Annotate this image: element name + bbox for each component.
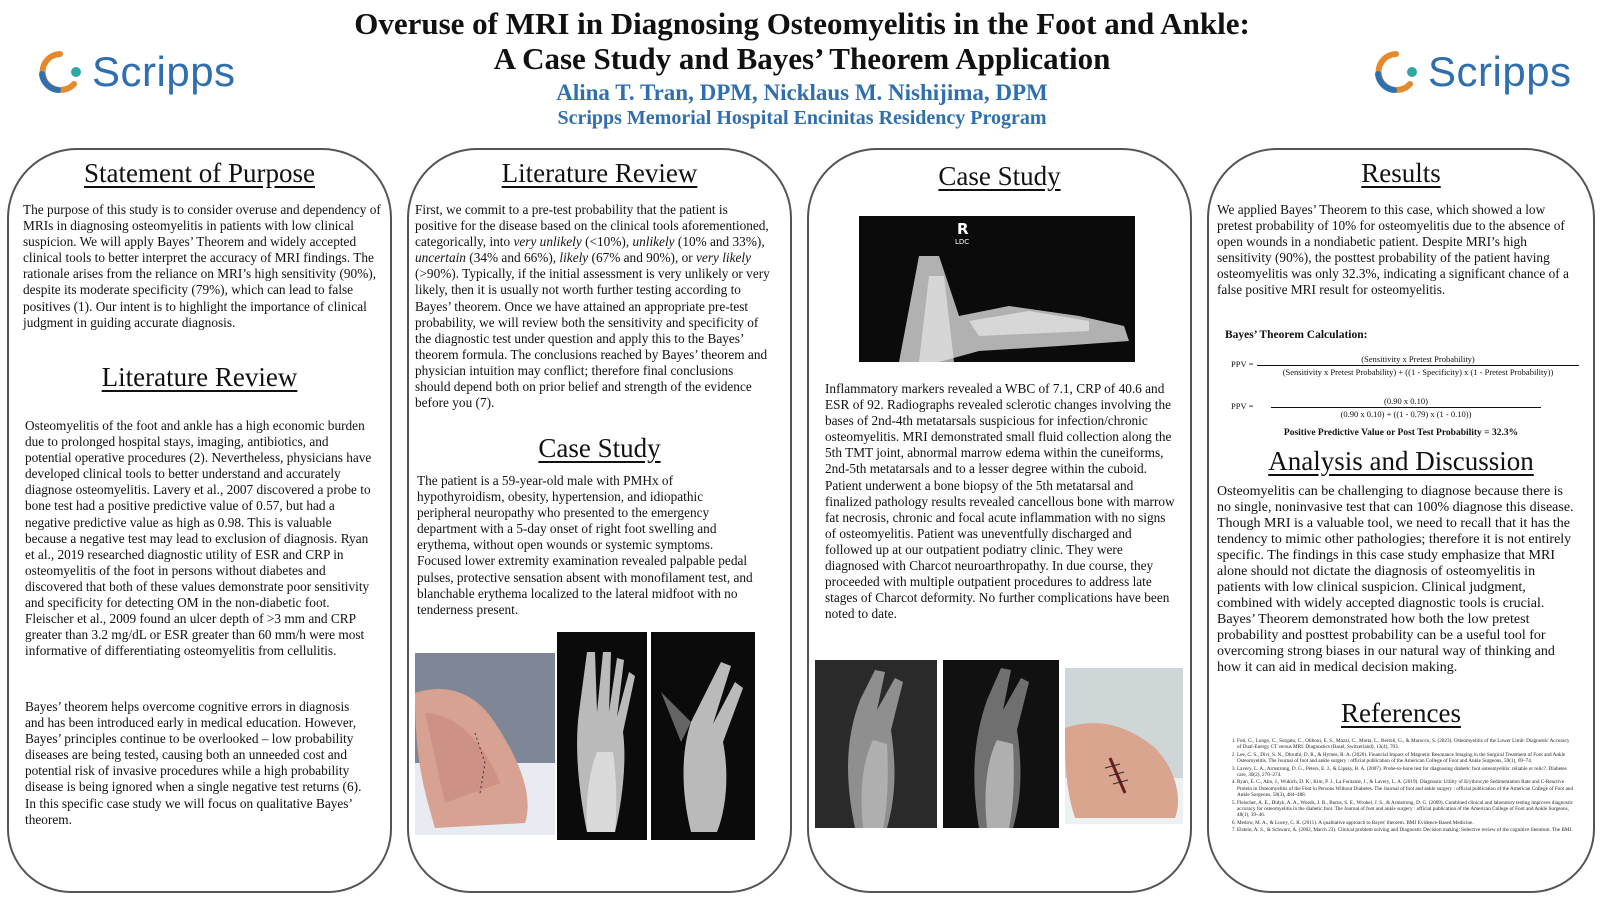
- clinical-photo-foot-swelling: [415, 653, 555, 835]
- formula-lhs: PPV =: [1231, 359, 1254, 369]
- panel-results-discussion: [1207, 148, 1595, 893]
- reference-item: 6. Medow, M. A., & Lucey, C. R. (2011). A qualitative approach to Bayes' theorem. BMJ Evidence-Based Medicine.: [1237, 820, 1575, 826]
- ppv-result: Positive Predictive Value or Post Test Probability = 32.3%: [1283, 428, 1519, 438]
- formula-fraction: [1257, 354, 1579, 377]
- mri-foot-image-1: [815, 660, 937, 828]
- section-title-references: References: [1341, 698, 1461, 728]
- section-title-analysis-discussion: Analysis and Discussion: [1268, 446, 1534, 476]
- scripps-logo-text: Scripps: [1428, 48, 1572, 95]
- section-title-literature-review: Literature Review: [101, 362, 298, 392]
- analysis-text: Osteomyelitis can be challenging to diagnose because there is no single, noninvasive test that can 100% diagnose this disease. Though MRI is a valuable tool, we need to recall that it has the tendency to mimic other pathologies; therefore it is not entirely specific. The findings in this case study emphasize that MRI alone should not dictate the diagnosis of osteomyelitis in patients with low clinical suspicion. Clinical judgment, combined with widely accepted diagnostic tools is crucial. Bayes’ Theorem demonstrated how both the low pretest probability and posttest probability can be a useful tool for overcoming strong biases in our natural way of thinking and how it can aid in medical decision making.: [1217, 484, 1574, 675]
- xray-marker-ldc: LDC: [955, 238, 970, 246]
- formula-numerator: (0.90 x 0.10): [1271, 396, 1541, 408]
- bayes-formula-values: [1231, 396, 1579, 422]
- scripps-logo-text: Scripps: [92, 48, 236, 95]
- reference-item: 4. Ryan, E. C., Ahn, J., Wukich, D. K., Kim, P. J., La Fontaine, J., & Lavery, L. A. (2019). Diagnostic Utility of Erythrocyte Sedimentation Rate and C-Reactive Protein in Osteomyelitis of the Foot in Persons Without Diabetes. The Journal of foot and ankle surgery : official publication of the American College of Foot and Ankle Surgeons, 58(3), 484–488.: [1237, 779, 1575, 798]
- xray-foot-lateral: [859, 216, 1135, 362]
- panel-case-study: [807, 148, 1192, 893]
- purpose-text: The purpose of this study is to consider overuse and dependency of MRIs in diagnosing osteomyelitis in patients with low clinical suspicion. We will apply Bayes’ Theorem and widely accepted clinical tools to better interpret the accuracy of MRI findings. The rationale arises from the reliance on MRI’s high sensitivity (90%), despite its moderate specificity (79%), which can lead to false positives (1). Our intent is to highlight the importance of clinical judgment in guiding accurate diagnosis.: [23, 202, 381, 330]
- section-title-case-study: Case Study: [938, 161, 1061, 191]
- panel-purpose-literature: [7, 148, 392, 893]
- case-study-text: The patient is a 59-year-old male with PMHx of hypothyroidism, obesity, hypertension, and idiopathic peripheral neuropathy who presented to the emergency department with a 5-day onset of right foot swelling and erythema, without open wounds or systemic symptoms. Focused lower extremity examination revealed palpable pedal pulses, protective sensation absent with monofilament test, and blanchable erythema localized to the lateral midfoot with no tenderness present.: [417, 473, 753, 617]
- xray-foot-oblique: [651, 632, 755, 840]
- formula-denominator: (Sensitivity x Pretest Probability) + ((1 - Specificity) x (1 - Pretest Probability)): [1282, 367, 1554, 377]
- section-title-literature-review: Literature Review: [501, 158, 698, 188]
- poster-title-line1: Overuse of MRI in Diagnosing Osteomyelitis in the Foot and Ankle:: [354, 6, 1250, 41]
- panel-literature-case: [407, 148, 792, 893]
- poster-authors: Alina T. Tran, DPM, Nicklaus M. Nishijima, DPM: [556, 80, 1048, 105]
- bayes-formula-general: [1231, 354, 1579, 380]
- formula-numerator: (Sensitivity x Pretest Probability): [1257, 354, 1579, 366]
- mri-foot-image-2: [943, 660, 1059, 828]
- literature-text-1: Osteomyelitis of the foot and ankle has a high economic burden due to prolonged hospital stays, imaging, antibiotics, and potential operative procedures (2). Nevertheless, physicians have developed clinical tools to better understand and accurately diagnose osteomyelitis. Lavery et al., 2007 discovered a probe to bone test had a positive predictive value of 0.57, but had a negative predictive value as high as 0.98. This is valuable because a negative test may lead to exclusion of diagnosis. Ryan et al., 2019 researched diagnostic utility of ESR and CRP in osteomyelitis of the foot in persons without diabetes and discovered that both of these values demonstrate poor sensitivity and specificity for detecting OM in the non-diabetic foot. Fleischer et al., 2009 found an ulcer depth of >3 mm and CRP greater than 3.2 mg/dL or ESR greater than 60 mm/h were most informative of differentiating osteomyelitis from cellulitis.: [25, 418, 372, 659]
- scripps-logo-mark-icon: [30, 44, 86, 100]
- formula-lhs: PPV =: [1231, 401, 1254, 411]
- reference-item: 5. Fleischer, A. E., Didyk, A. A., Woods, J. B., Burns, S. E., Wrobel, J. S., & Armstrong, D. G. (2009). Combined clinical and laboratory testing improves diagnostic accuracy for osteomyelitis in the diabetic foot. The Journal of foot and ankle surgery : official publication of the American College of Foot and Ankle Surgeons, 48(1), 39–46.: [1237, 800, 1575, 819]
- section-title-case-study: Case Study: [538, 433, 661, 463]
- reference-item: 1. Foti, G., Longo, C., Sorgato, C., Oliboni, E. S., Mazzi, C., Motta, L., Bertoli, G., & Marocco, S. (2023). Osteomyelitis of the Lower Limb: Diagnostic Accuracy of Dual-Energy CT versus MRI. Diagnostics (Basel, Switzerland), 13(4), 703.: [1237, 738, 1575, 751]
- reference-item: 3. Lavery, L. A., Armstrong, D. G., Peters, E. J., & Lipsky, B. A. (2007). Probe-to-bone test for diagnosing diabetic foot osteomyelitis: reliable or relic?. Diabetes care, 30(2), 270–274.: [1237, 766, 1575, 779]
- scripps-logo-left: [30, 44, 236, 100]
- section-title-results: Results: [1361, 158, 1441, 188]
- literature-text-2: Bayes’ theorem helps overcome cognitive errors in diagnosis and has been introduced early in medical education. However, Bayes’ principles continue to be overlooked – low probability diseases are being tested, causing both an unneeded cost and potential risk of invasive procedures while a high probability disease is being ignored when a single negative test returns (6). In this specific case study we will focus on qualitative Bayes’ theorem.: [25, 699, 362, 827]
- poster-affiliation: Scripps Memorial Hospital Encinitas Residency Program: [557, 107, 1047, 129]
- reference-item: 2. Lee, C. S., Divi, S. N., Dhruthi, D. R., & Hymes, R. A. (2020). Financial Impact of Magnetic Resonance Imaging in the Surgical Treatment of Foot and Ankle Osteomyelitis. The Journal of foot and ankle surgery : official publication of the American College of Foot and Ankle Surgeons, 59(1), 69–74.: [1237, 752, 1575, 765]
- references-list: [1225, 738, 1575, 835]
- bayes-calculation-label: Bayes’ Theorem Calculation:: [1225, 329, 1368, 341]
- scripps-logo-mark-icon: [1366, 44, 1422, 100]
- clinical-photo-postop-foot: [1065, 668, 1183, 824]
- poster-header: [300, 6, 1304, 130]
- literature-text: First, we commit to a pre-test probability that the patient is positive for the disease based on the clinical tools aforementioned, categorically, into very unlikely (<10%), unlikely (10% and 33%), uncertain (34% and 66%), likely (67% and 90%), or very likely (>90%). Typically, if the initial assessment is very unlikely or very likely, then it is usually not worth further testing according to Bayes’ theorem. Once we have attained an appropriate pre-test probability, we will review both the sensitivity and specificity of the diagnostic test under question and apply this to the Bayes’ theorem formula. The conclusions reached by Bayes’ theorem and physician intuition may conflict; therefore final conclusions should depend both on prior belief and strength of the evidence before you (7).: [415, 202, 770, 411]
- formula-fraction: [1271, 396, 1541, 419]
- poster-title-line2: A Case Study and Bayes’ Theorem Application: [493, 41, 1111, 76]
- section-title-purpose: Statement of Purpose: [84, 158, 315, 188]
- results-text: We applied Bayes’ Theorem to this case, which showed a low pretest probability of 10% for osteomyelitis due to the absence of open wounds in a nondiabetic patient. Despite MRI’s high sensitivity (90%), the posttest probability of the patient having osteomyelitis was only 32.3%, indicating a significant chance of a false positive MRI result for osteomyelitis.: [1217, 202, 1569, 298]
- xray-marker-r: R: [957, 220, 969, 238]
- reference-item: 7. Elstein, A. S., & Schwarz, A. (2002, March 23). Clinical problem solving and Diagnostic Decision making: Selective review of the cognitive literature. The BMJ.: [1237, 827, 1575, 833]
- xray-foot-ap: [557, 632, 647, 840]
- formula-denominator: (0.90 x 0.10) + ((1 - 0.79) x (1 - 0.10)): [1340, 409, 1472, 419]
- case-study-text: Inflammatory markers revealed a WBC of 7.1, CRP of 40.6 and ESR of 92. Radiographs revealed sclerotic changes involving the bases of 2nd-4th metatarsals suspicious for infection/chronic osteomyelitis. MRI demonstrated small fluid collection along the 5th TMT joint, abnormal marrow edema within the cuneiforms, 2nd-5th metatarsals and to a lesser degree within the cuboid. Patient underwent a bone biopsy of the 5th metatarsal and finalized pathology results revealed cancellous bone with marrow fat necrosis, chronic and focal acute inflammation with no signs of osteomyelitis. Patient was uneventfully discharged and followed up at our outpatient podiatry clinic. They were diagnosed with Charcot neuroarthropathy. In due course, they proceeded with multiple outpatient procedures to address late stages of Charcot deformity. No further complications have been noted to date.: [825, 381, 1175, 622]
- scripps-logo-right: [1366, 44, 1572, 100]
